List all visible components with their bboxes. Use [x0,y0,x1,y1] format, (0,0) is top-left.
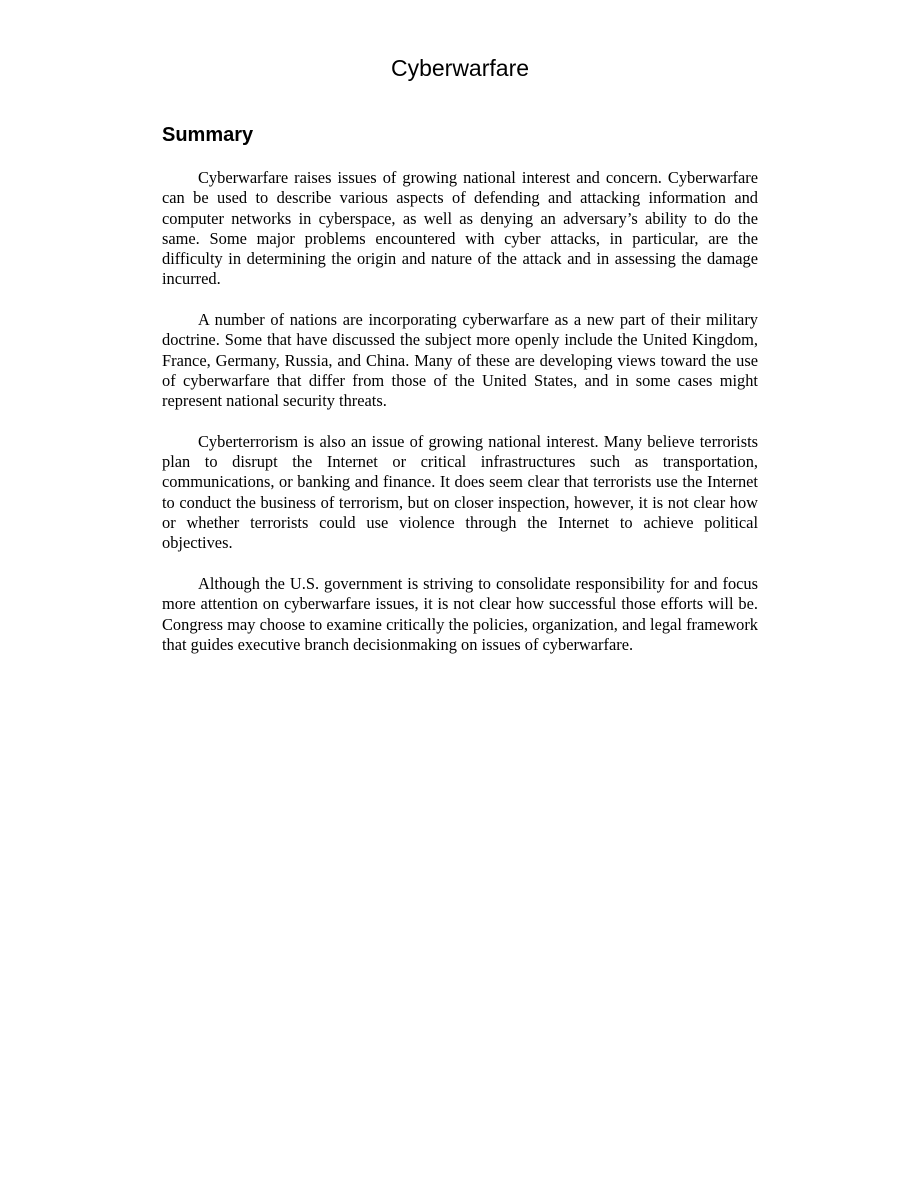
summary-paragraph-1: Cyberwarfare raises issues of growing national interest and concern. Cyberwarfare can be used to describe various aspects of defending and attacking information and computer networks in cyberspace, as well as denying an adversary’s ability to do the same. Some major problems encountered with cyber attacks, in particular, are the difficulty in determining the origin and nature of the attack and in assessing the damage incurred. [162,168,758,289]
summary-paragraph-2: A number of nations are incorporating cyberwarfare as a new part of their military doctrine. Some that have discussed the subject more openly include the United Kingdom, France, Germany, Russia, and China. Many of these are developing views toward the use of cyberwarfare that differ from those of the United States, and in some cases might represent national security threats. [162,310,758,411]
summary-body [162,168,758,675]
document-title: Cyberwarfare [390,55,530,81]
summary-paragraph-3: Cyberterrorism is also an issue of growing national interest. Many believe terrorists plan to disrupt the Internet or critical infrastructures such as transportation, communications, or banking and finance. It does seem clear that terrorists use the Internet to conduct the business of terrorism, but on closer inspection, however, it is not clear how or whether terrorists could use violence through the Internet to achieve political objectives. [162,431,758,553]
summary-heading: Summary [162,124,254,146]
summary-paragraph-4: Although the U.S. government is striving to consolidate responsibility for and focus more attention on cyberwarfare issues, it is not clear how successful those efforts will be. Congress may choose to examine critically the policies, organization, and legal framework that guides executive branch decisionmaking on issues of cyberwarfare. [162,573,758,654]
